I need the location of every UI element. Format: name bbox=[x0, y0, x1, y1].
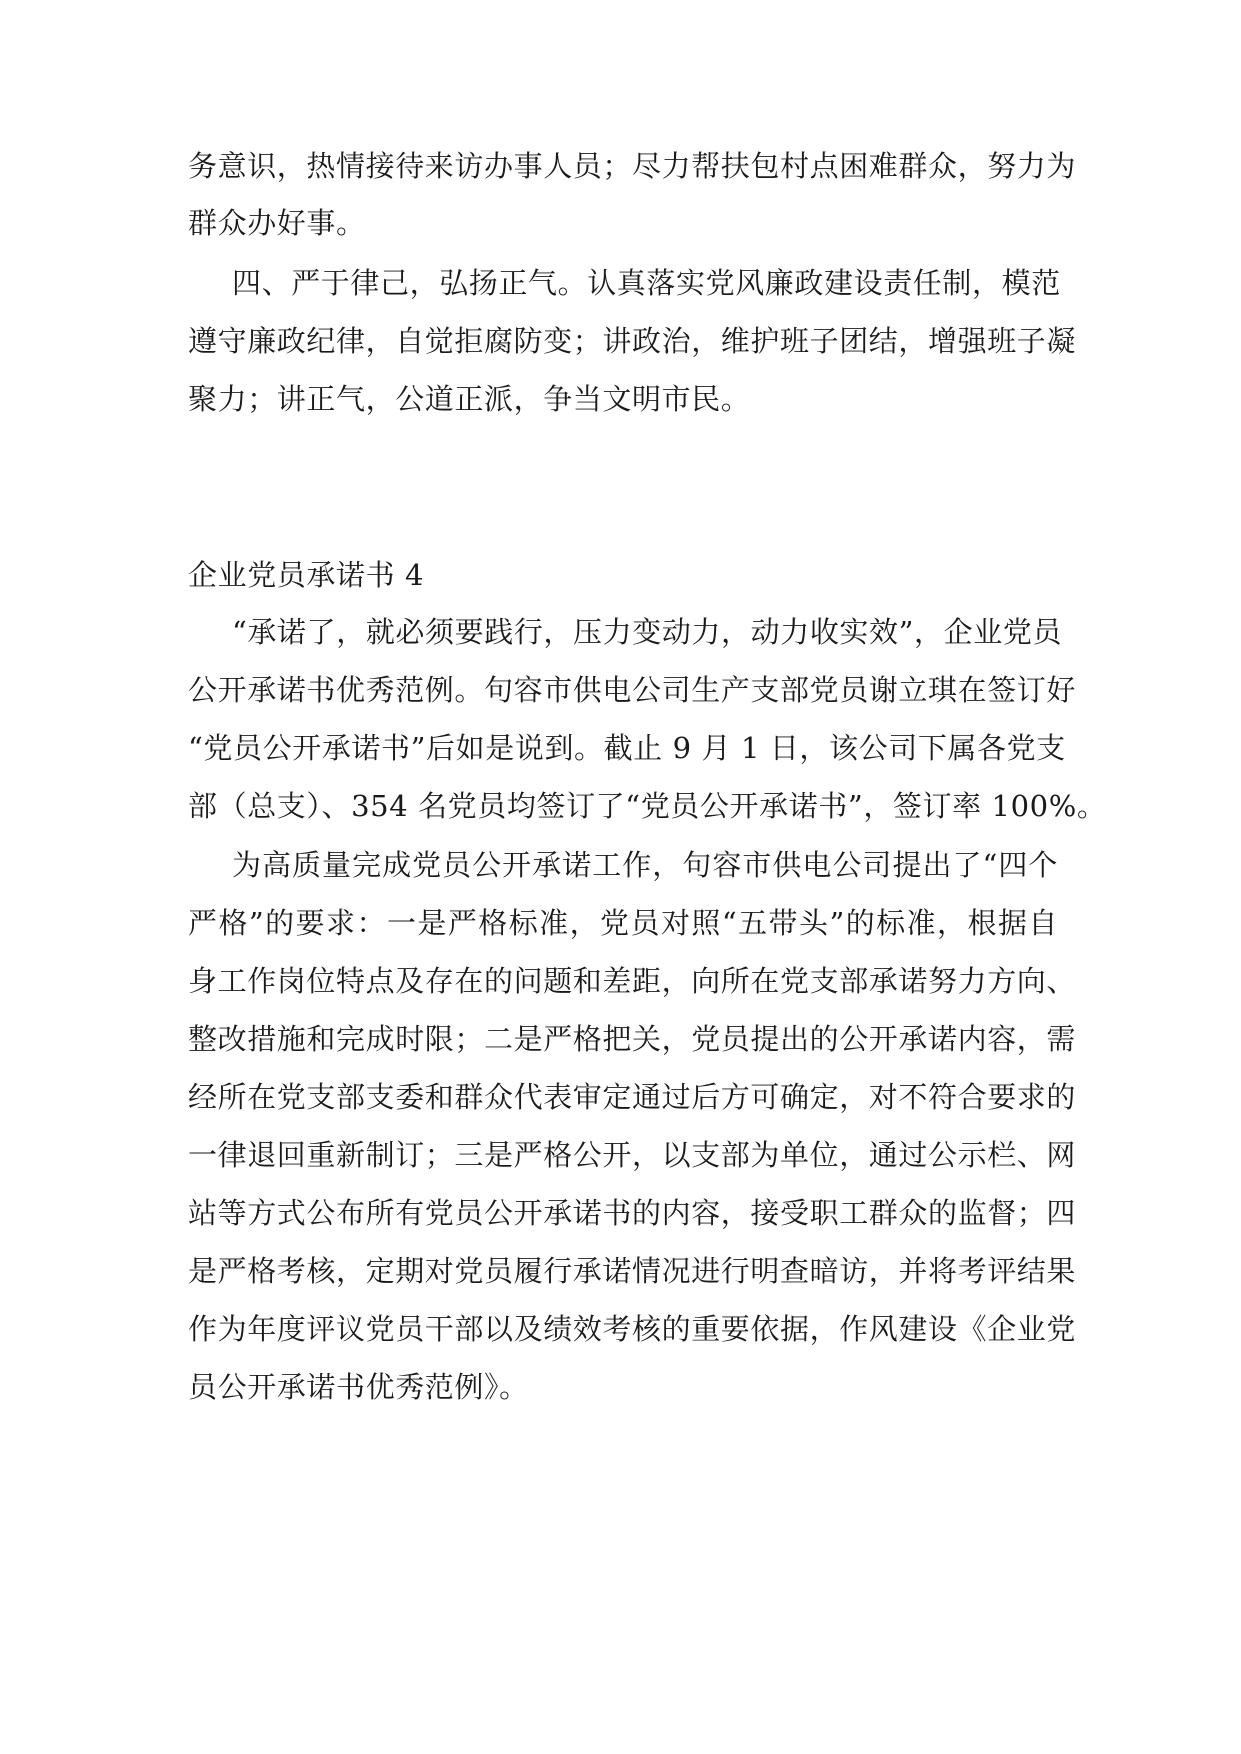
body-line: 部（总支）、354 名党员均签订了“党员公开承诺书”，签订率 100%。 bbox=[188, 789, 1107, 823]
body-line: 群众办好事。 bbox=[188, 206, 366, 240]
body-line: 务意识，热情接待来访办事人员；尽力帮扶包村点困难群众，努力为 bbox=[188, 149, 1077, 183]
body-line: 身工作岗位特点及存在的问题和差距，向所在党支部承诺努力方向、 bbox=[188, 964, 1077, 998]
body-line: 是严格考核，定期对党员履行承诺情况进行明查暗访，并将考评结果 bbox=[188, 1254, 1077, 1288]
body-line: 聚力；讲正气，公道正派，争当文明市民。 bbox=[188, 382, 751, 416]
section-heading: 企业党员承诺书 4 bbox=[188, 558, 425, 592]
body-line: 为高质量完成党员公开承诺工作，句容市供电公司提出了“四个 bbox=[232, 848, 1058, 882]
body-line: “承诺了，就必须要践行，压力变动力，动力收实效”，企业党员 bbox=[232, 615, 1063, 649]
body-line: 公开承诺书优秀范例。句容市供电公司生产支部党员谢立琪在签订好 bbox=[188, 673, 1077, 707]
body-line: 四、严于律己，弘扬正气。认真落实党风廉政建设责任制，模范 bbox=[232, 266, 1061, 300]
body-line: 严格”的要求：一是严格标准，党员对照“五带头”的标准，根据自 bbox=[188, 906, 1058, 940]
body-line: 经所在党支部支委和群众代表审定通过后方可确定，对不符合要求的 bbox=[188, 1080, 1077, 1114]
body-line: “党员公开承诺书”后如是说到。截止 9 月 1 日，该公司下属各党支 bbox=[188, 731, 1066, 765]
body-line: 作为年度评议党员干部以及绩效考核的重要依据，作风建设《企业党 bbox=[188, 1312, 1077, 1346]
body-line: 员公开承诺书优秀范例》。 bbox=[188, 1370, 529, 1404]
body-line: 整改措施和完成时限；二是严格把关，党员提出的公开承诺内容，需 bbox=[188, 1022, 1077, 1056]
body-line: 站等方式公布所有党员公开承诺书的内容，接受职工群众的监督；四 bbox=[188, 1196, 1077, 1230]
body-line: 一律退回重新制订；三是严格公开，以支部为单位，通过公示栏、网 bbox=[188, 1138, 1077, 1172]
body-line: 遵守廉政纪律，自觉拒腐防变；讲政治，维护班子团结，增强班子凝 bbox=[188, 324, 1077, 358]
